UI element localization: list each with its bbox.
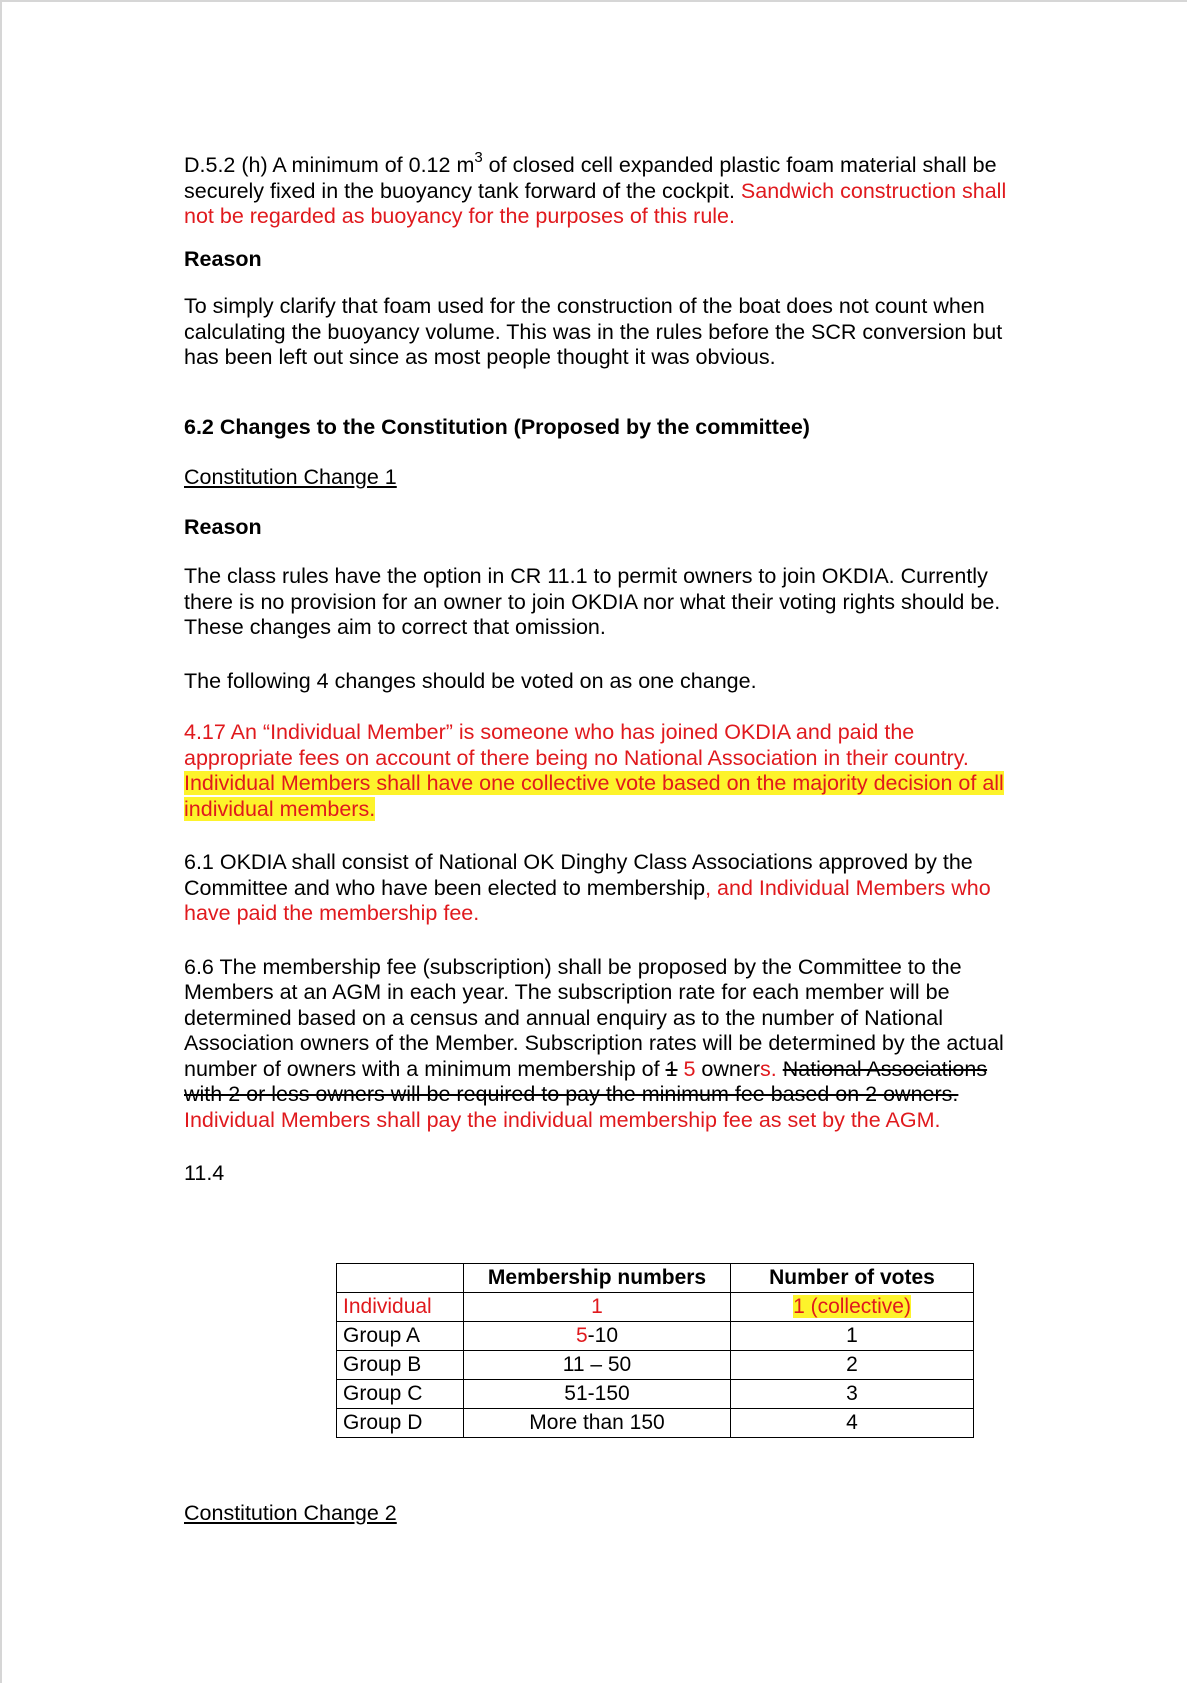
table-cell-numbers [464,1322,731,1351]
document-content [184,148,1024,1525]
table-cell-group: Group C [337,1380,464,1409]
constitution-change-1-title: Constitution Change 1 [184,465,397,489]
clause-4-17-highlighted: Individual Members shall have one collective vote based on the majority decision of all individual members. [184,771,1004,821]
reason-heading-2: Reason [184,514,262,539]
table-cell-numbers: 11 – 50 [464,1351,731,1380]
clause-6-1-text: 6.1 OKDIA shall consist of National OK Dinghy Class Associations approved by the Committee and who have been elected to membership [184,850,973,900]
clause-6-6 [184,955,1024,1134]
table-cell-votes [731,1293,974,1322]
votes-table [336,1263,974,1438]
d52-added-text: Sandwich construction shall not be regarded as buoyancy for the purposes of this rule. [184,178,1007,228]
table-header-cell [337,1264,464,1293]
d52-superscript: 3 [474,148,483,166]
numbers-red-part: 5 [575,1324,588,1347]
table-cell-numbers: 51-150 [464,1380,731,1409]
reason-heading-1: Reason [184,246,262,271]
section-heading-6-2: 6.2 Changes to the Constitution (Proposed by the committee) [184,414,810,439]
table-row [337,1322,974,1351]
table-row [337,1380,974,1409]
vote-note: The following 4 changes should be voted on as one change. [184,668,757,693]
table-cell-numbers: 1 [464,1293,731,1322]
table-cell-votes: 2 [731,1351,974,1380]
clause-6-6-added: Individual Members shall pay the individual membership fee as set by the AGM. [184,1107,941,1132]
clause-6-6-owner-suffix: s. [760,1056,777,1081]
paragraph-d52 [184,148,1024,230]
table-header-cell: Number of votes [731,1264,974,1293]
clause-6-6-owner-word: owner [695,1056,760,1081]
clause-6-6-text: 6.6 The membership fee (subscription) shall be proposed by the Committee to the Members at an AGM in each year. The subscription rate for each member will be determined based on a census and annual enquiry as to the number of National Association owners of the Member. Subscription rates will be determined by the actual number of owners with a minimum membership of [184,954,1004,1081]
votes-highlighted: 1 (collective) [793,1295,911,1318]
table-cell-votes: 4 [731,1409,974,1438]
table-cell-group: Group D [337,1409,464,1438]
clause-4-17-text: 4.17 An “Individual Member” is someone who has joined OKDIA and paid the appropriate fees on account of there being no National Association in their country. [184,720,969,770]
table-cell-numbers: More than 150 [464,1409,731,1438]
table-row [337,1351,974,1380]
clause-6-6-new-number: 5 [677,1056,696,1081]
clause-11-4-label: 11.4 [184,1161,225,1185]
clause-6-6-struck-text: National Associations with 2 or less owners will be required to pay the minimum fee based on 2 owners. [184,1056,988,1106]
clause-6-6-struck-number: 1 [665,1056,678,1081]
reason-body-1: To simply clarify that foam used for the construction of the boat does not count when calculating the buoyancy volume. This was in the rules before the SCR conversion but has been left out since as most people thought it was obvious. [184,294,1003,369]
table-header-cell: Membership numbers [464,1264,731,1293]
reason-body-2: The class rules have the option in CR 11.1 to permit owners to join OKDIA. Currently there is no provision for an owner to join OKDIA nor what their voting rights should be. These changes aim to correct that omission. [184,564,1001,639]
table-cell-group: Group A [337,1322,464,1351]
clause-4-17 [184,720,1024,822]
table-cell-group: Group B [337,1351,464,1380]
table-cell-votes: 1 [731,1322,974,1351]
clause-6-1-added: , and Individual Members who have paid the membership fee. [184,875,991,925]
table-row [337,1409,974,1438]
constitution-change-2-title: Constitution Change 2 [184,1501,397,1525]
clause-6-1 [184,850,1024,927]
numbers-rest-part: -10 [587,1324,619,1347]
table-cell-votes: 3 [731,1380,974,1409]
table-cell-group: Individual [337,1293,464,1322]
d52-text: D.5.2 (h) A minimum of 0.12 m [184,153,475,177]
d52-text-rest: of closed cell expanded plastic foam material shall be securely fixed in the buoyancy tank forward of the cockpit. [184,153,997,203]
table-header-row [337,1264,974,1293]
table-row [337,1293,974,1322]
